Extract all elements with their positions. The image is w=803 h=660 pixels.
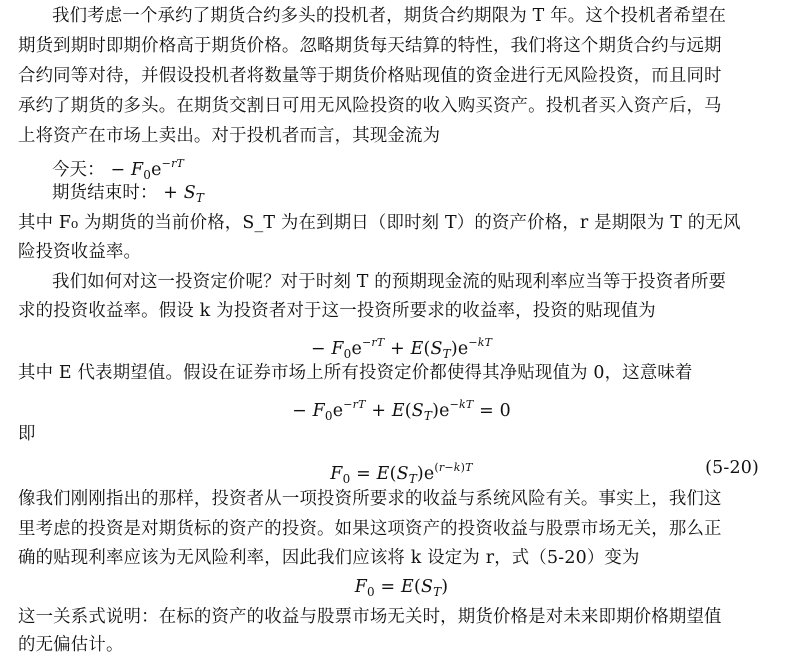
paragraph-line: 我们考虑一个承约了期货合约多头的投机者，期货合约期限为 T 年。这个投机者希望在 (52, 6, 727, 26)
paragraph-line: 承约了期货的多头。在期货交割日可用无风险投资的收入购买资产。投机者买入资产后，马 (18, 96, 722, 116)
cashflow-end (52, 179, 803, 212)
cashflow-today-label: 今天： (52, 160, 105, 180)
paragraph-line: 期货到期时即期价格高于期货价格。忽略期货每天结算的特性，我们将这个期货合约与远期 (18, 36, 722, 56)
paragraph-line: 我们如何对这一投资定价呢？对于时刻 T 的预期现金流的贴现利率应当等于投资者所要 (52, 272, 727, 292)
paragraph-line: 合约同等对待，并假设投机者将数量等于期货价格贴现值的资金进行无风险投资，而且同时 (18, 66, 722, 86)
formula-end: + $S_T$ (163, 183, 205, 205)
formula-present-value: − $F_0e^{-rT} + E(S_T)e^{-kT}$ (310, 336, 493, 361)
paragraph-line: 其中 F₀ 为期货的当前价格，S_T 为在到期日（即时刻 T）的资产价格，r 是期限为 T 的无风 (18, 213, 741, 233)
formula-5-20: $F_0 = E(S_T)e^{(r-k)T}$ (330, 461, 473, 486)
paragraph-line: 像我们刚刚指出的那样，投资者从一项投资所要求的收益与系统风险有关。事实上，我们这 (18, 489, 722, 509)
paragraph-line: 确的贴现利率应该为无风险利率，因此我们应该将 k 设定为 r，式（5-20）变为 (18, 548, 640, 568)
cashflow-end-label: 期货结束时： (52, 183, 158, 203)
paragraph-line: 险投资收益率。 (18, 242, 142, 262)
equation-number: (5-20) (705, 458, 759, 478)
formula-unbiased: $F_0 = E(S_T)$ (354, 577, 449, 599)
paragraph-line: 的无偏估计。 (18, 635, 124, 655)
formula-npv-zero: − $F_0e^{-rT} + E(S_T)e^{-kT} = 0$ (292, 398, 511, 423)
paragraph-line: 这一关系式说明：在标的资产的收益与股票市场无关时，期货价格是对未来即期价格期望值 (18, 607, 722, 627)
paragraph-line: 上将资产在市场上卖出。对于投机者而言，其现金流为 (18, 126, 441, 146)
paragraph-line: 求的投资收益率。假设 k 为投资者对于这一投资所要求的收益率，投资的贴现值为 (18, 301, 656, 321)
paragraph-line: 其中 E 代表期望值。假设在证券市场上所有投资定价都使得其净贴现值为 0，这意味着 (18, 363, 693, 383)
paragraph-line: 里考虑的投资是对期货标的资产的投资。如果这项资产的投资收益与股票市场无关，那么正 (18, 519, 722, 539)
text-ji: 即 (18, 424, 36, 444)
formula-today: − $F_0e^{-rT}$ (110, 157, 185, 182)
